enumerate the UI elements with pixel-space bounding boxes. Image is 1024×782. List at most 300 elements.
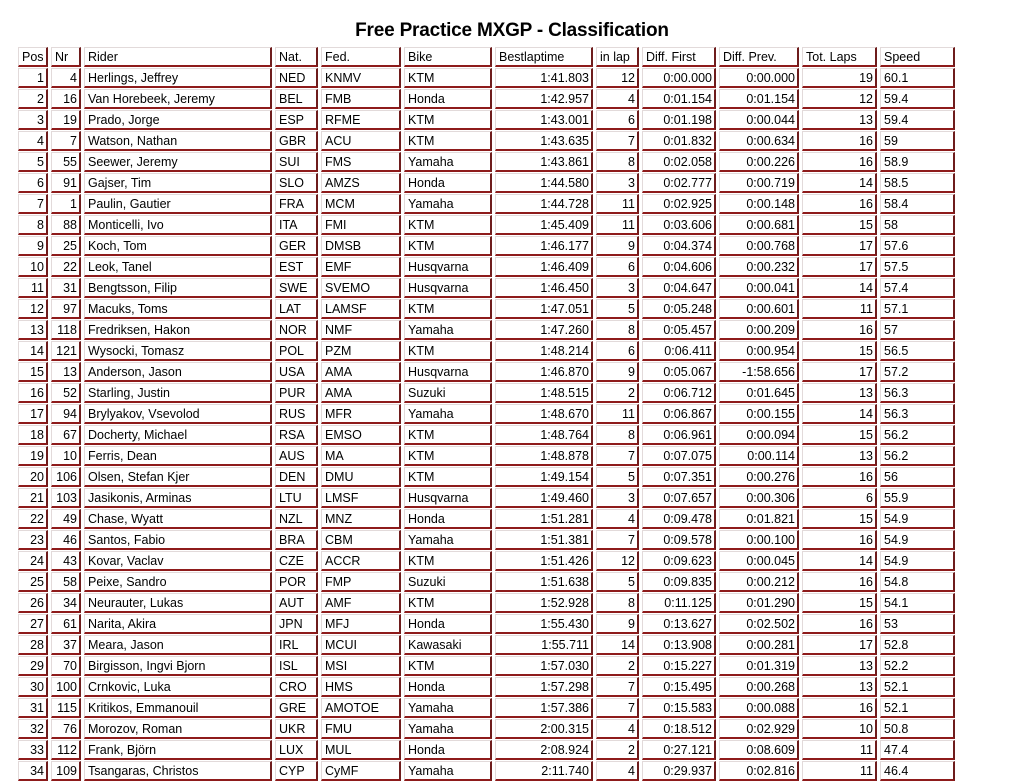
- table-row: [18, 110, 955, 130]
- cell-bestlaptime: 1:52.928: [495, 593, 593, 613]
- cell-nr: 7: [51, 131, 81, 151]
- column-header-in-lap: in lap: [596, 47, 639, 67]
- cell-nr: 46: [51, 530, 81, 550]
- cell-tot-laps: 14: [802, 551, 877, 571]
- cell-bike: Yamaha: [404, 404, 492, 424]
- cell-fed: MSI: [321, 656, 401, 676]
- cell-rider: Kovar, Vaclav: [84, 551, 272, 571]
- cell-nr: 70: [51, 656, 81, 676]
- cell-diff-prev: 0:00.045: [719, 551, 799, 571]
- cell-fed: AMF: [321, 593, 401, 613]
- cell-diff-first: 0:09.835: [642, 572, 716, 592]
- cell-speed: 54.9: [880, 551, 955, 571]
- cell-fed: AMZS: [321, 173, 401, 193]
- table-row: [18, 488, 955, 508]
- cell-tot-laps: 17: [802, 236, 877, 256]
- cell-in-lap: 2: [596, 740, 639, 760]
- cell-speed: 52.1: [880, 698, 955, 718]
- cell-nat: ITA: [275, 215, 318, 235]
- cell-diff-prev: 0:00.209: [719, 320, 799, 340]
- cell-diff-first: 0:07.657: [642, 488, 716, 508]
- cell-bestlaptime: 1:47.051: [495, 299, 593, 319]
- cell-nr: 106: [51, 467, 81, 487]
- cell-diff-first: 0:01.154: [642, 89, 716, 109]
- cell-diff-first: 0:05.457: [642, 320, 716, 340]
- cell-nat: LAT: [275, 299, 318, 319]
- cell-in-lap: 4: [596, 89, 639, 109]
- cell-bike: Honda: [404, 677, 492, 697]
- cell-diff-prev: 0:00.000: [719, 68, 799, 88]
- cell-rider: Herlings, Jeffrey: [84, 68, 272, 88]
- cell-tot-laps: 10: [802, 719, 877, 739]
- table-row: [18, 341, 955, 361]
- cell-fed: FMS: [321, 152, 401, 172]
- cell-fed: MA: [321, 446, 401, 466]
- cell-pos: 30: [18, 677, 48, 697]
- cell-diff-first: 0:05.067: [642, 362, 716, 382]
- cell-tot-laps: 13: [802, 656, 877, 676]
- cell-rider: Narita, Akira: [84, 614, 272, 634]
- cell-tot-laps: 15: [802, 425, 877, 445]
- cell-pos: 26: [18, 593, 48, 613]
- cell-diff-prev: -1:58.656: [719, 362, 799, 382]
- cell-tot-laps: 16: [802, 131, 877, 151]
- cell-nr: 67: [51, 425, 81, 445]
- cell-pos: 2: [18, 89, 48, 109]
- cell-in-lap: 7: [596, 677, 639, 697]
- cell-diff-prev: 0:00.100: [719, 530, 799, 550]
- cell-nat: PUR: [275, 383, 318, 403]
- cell-pos: 15: [18, 362, 48, 382]
- cell-nat: AUS: [275, 446, 318, 466]
- cell-diff-prev: 0:00.681: [719, 215, 799, 235]
- column-header-diff-prev: Diff. Prev.: [719, 47, 799, 67]
- cell-in-lap: 11: [596, 194, 639, 214]
- cell-pos: 29: [18, 656, 48, 676]
- cell-pos: 22: [18, 509, 48, 529]
- cell-speed: 54.9: [880, 509, 955, 529]
- table-row: [18, 635, 955, 655]
- cell-in-lap: 9: [596, 236, 639, 256]
- cell-diff-first: 0:02.777: [642, 173, 716, 193]
- cell-tot-laps: 15: [802, 215, 877, 235]
- cell-nr: 52: [51, 383, 81, 403]
- cell-in-lap: 12: [596, 68, 639, 88]
- cell-in-lap: 3: [596, 488, 639, 508]
- column-header-diff-first: Diff. First: [642, 47, 716, 67]
- cell-bike: KTM: [404, 341, 492, 361]
- cell-in-lap: 9: [596, 614, 639, 634]
- cell-rider: Anderson, Jason: [84, 362, 272, 382]
- cell-pos: 9: [18, 236, 48, 256]
- cell-speed: 57.1: [880, 299, 955, 319]
- cell-in-lap: 7: [596, 698, 639, 718]
- cell-nat: ESP: [275, 110, 318, 130]
- cell-nat: FRA: [275, 194, 318, 214]
- cell-speed: 55.9: [880, 488, 955, 508]
- cell-tot-laps: 16: [802, 698, 877, 718]
- cell-fed: SVEMO: [321, 278, 401, 298]
- cell-nr: 91: [51, 173, 81, 193]
- cell-diff-first: 0:03.606: [642, 215, 716, 235]
- cell-bike: Yamaha: [404, 698, 492, 718]
- cell-speed: 46.4: [880, 761, 955, 781]
- cell-nat: POL: [275, 341, 318, 361]
- table-row: [18, 719, 955, 739]
- cell-rider: Brylyakov, Vsevolod: [84, 404, 272, 424]
- table-row: [18, 425, 955, 445]
- column-header-nr: Nr: [51, 47, 81, 67]
- cell-rider: Van Horebeek, Jeremy: [84, 89, 272, 109]
- cell-speed: 59.4: [880, 110, 955, 130]
- cell-nat: GRE: [275, 698, 318, 718]
- cell-nr: 61: [51, 614, 81, 634]
- cell-rider: Bengtsson, Filip: [84, 278, 272, 298]
- cell-nat: CYP: [275, 761, 318, 781]
- cell-nr: 43: [51, 551, 81, 571]
- cell-in-lap: 4: [596, 719, 639, 739]
- cell-pos: 24: [18, 551, 48, 571]
- table-row: [18, 572, 955, 592]
- cell-diff-first: 0:04.606: [642, 257, 716, 277]
- cell-pos: 17: [18, 404, 48, 424]
- cell-nr: 109: [51, 761, 81, 781]
- cell-pos: 4: [18, 131, 48, 151]
- cell-nr: 94: [51, 404, 81, 424]
- cell-tot-laps: 6: [802, 488, 877, 508]
- cell-in-lap: 2: [596, 656, 639, 676]
- cell-rider: Jasikonis, Arminas: [84, 488, 272, 508]
- column-header-tot-laps: Tot. Laps: [802, 47, 877, 67]
- cell-nr: 121: [51, 341, 81, 361]
- cell-diff-prev: 0:01.821: [719, 509, 799, 529]
- cell-rider: Kritikos, Emmanouil: [84, 698, 272, 718]
- cell-speed: 58.9: [880, 152, 955, 172]
- cell-diff-prev: 0:01.645: [719, 383, 799, 403]
- cell-diff-prev: 0:01.154: [719, 89, 799, 109]
- cell-diff-first: 0:09.478: [642, 509, 716, 529]
- cell-nat: GBR: [275, 131, 318, 151]
- cell-diff-prev: 0:00.232: [719, 257, 799, 277]
- cell-bestlaptime: 2:11.740: [495, 761, 593, 781]
- cell-speed: 57.5: [880, 257, 955, 277]
- cell-fed: RFME: [321, 110, 401, 130]
- cell-bike: Husqvarna: [404, 362, 492, 382]
- cell-nat: BEL: [275, 89, 318, 109]
- cell-bestlaptime: 1:43.635: [495, 131, 593, 151]
- cell-diff-prev: 0:00.148: [719, 194, 799, 214]
- cell-bike: KTM: [404, 68, 492, 88]
- cell-pos: 8: [18, 215, 48, 235]
- cell-bike: Husqvarna: [404, 488, 492, 508]
- cell-tot-laps: 16: [802, 152, 877, 172]
- cell-nr: 16: [51, 89, 81, 109]
- cell-fed: MNZ: [321, 509, 401, 529]
- cell-speed: 53: [880, 614, 955, 634]
- cell-in-lap: 7: [596, 131, 639, 151]
- cell-nat: SLO: [275, 173, 318, 193]
- cell-nr: 115: [51, 698, 81, 718]
- cell-diff-prev: 0:00.954: [719, 341, 799, 361]
- column-header-rider: Rider: [84, 47, 272, 67]
- cell-rider: Starling, Justin: [84, 383, 272, 403]
- cell-bike: KTM: [404, 110, 492, 130]
- cell-nat: NOR: [275, 320, 318, 340]
- cell-nr: 31: [51, 278, 81, 298]
- cell-tot-laps: 14: [802, 404, 877, 424]
- cell-pos: 28: [18, 635, 48, 655]
- cell-pos: 10: [18, 257, 48, 277]
- cell-fed: FMU: [321, 719, 401, 739]
- cell-fed: ACCR: [321, 551, 401, 571]
- cell-bestlaptime: 1:51.638: [495, 572, 593, 592]
- cell-pos: 1: [18, 68, 48, 88]
- cell-fed: KNMV: [321, 68, 401, 88]
- table-row: [18, 89, 955, 109]
- table-row: [18, 740, 955, 760]
- cell-bike: Yamaha: [404, 719, 492, 739]
- cell-pos: 31: [18, 698, 48, 718]
- cell-tot-laps: 13: [802, 446, 877, 466]
- cell-nat: LUX: [275, 740, 318, 760]
- cell-bike: KTM: [404, 215, 492, 235]
- cell-diff-prev: 0:00.114: [719, 446, 799, 466]
- cell-bike: Honda: [404, 614, 492, 634]
- cell-bestlaptime: 1:46.450: [495, 278, 593, 298]
- cell-diff-first: 0:07.351: [642, 467, 716, 487]
- cell-rider: Birgisson, Ingvi Bjorn: [84, 656, 272, 676]
- cell-diff-first: 0:05.248: [642, 299, 716, 319]
- cell-nr: 103: [51, 488, 81, 508]
- cell-fed: DMSB: [321, 236, 401, 256]
- table-row: [18, 320, 955, 340]
- cell-diff-prev: 0:00.268: [719, 677, 799, 697]
- cell-nat: LTU: [275, 488, 318, 508]
- cell-diff-first: 0:01.832: [642, 131, 716, 151]
- cell-bike: KTM: [404, 593, 492, 613]
- cell-bike: Yamaha: [404, 530, 492, 550]
- cell-fed: CBM: [321, 530, 401, 550]
- cell-in-lap: 4: [596, 761, 639, 781]
- table-row: [18, 467, 955, 487]
- cell-fed: AMA: [321, 383, 401, 403]
- cell-nat: GER: [275, 236, 318, 256]
- table-row: [18, 593, 955, 613]
- cell-bike: Kawasaki: [404, 635, 492, 655]
- cell-speed: 54.9: [880, 530, 955, 550]
- cell-speed: 59.4: [880, 89, 955, 109]
- cell-tot-laps: 16: [802, 530, 877, 550]
- cell-rider: Docherty, Michael: [84, 425, 272, 445]
- cell-diff-prev: 0:00.306: [719, 488, 799, 508]
- cell-diff-prev: 0:01.319: [719, 656, 799, 676]
- cell-diff-first: 0:06.712: [642, 383, 716, 403]
- cell-diff-prev: 0:02.929: [719, 719, 799, 739]
- cell-pos: 32: [18, 719, 48, 739]
- cell-nr: 118: [51, 320, 81, 340]
- cell-bestlaptime: 1:48.214: [495, 341, 593, 361]
- cell-tot-laps: 19: [802, 68, 877, 88]
- cell-fed: MFJ: [321, 614, 401, 634]
- cell-tot-laps: 16: [802, 614, 877, 634]
- cell-fed: AMA: [321, 362, 401, 382]
- cell-diff-first: 0:15.495: [642, 677, 716, 697]
- table-row: [18, 194, 955, 214]
- cell-nat: EST: [275, 257, 318, 277]
- cell-pos: 25: [18, 572, 48, 592]
- cell-bestlaptime: 1:51.281: [495, 509, 593, 529]
- table-row: [18, 509, 955, 529]
- table-row: [18, 677, 955, 697]
- table-row: [18, 383, 955, 403]
- cell-bestlaptime: 1:47.260: [495, 320, 593, 340]
- cell-tot-laps: 11: [802, 299, 877, 319]
- cell-bike: Suzuki: [404, 383, 492, 403]
- column-header-speed: Speed: [880, 47, 955, 67]
- cell-fed: EMF: [321, 257, 401, 277]
- cell-bestlaptime: 1:48.515: [495, 383, 593, 403]
- cell-diff-first: 0:06.411: [642, 341, 716, 361]
- cell-speed: 54.1: [880, 593, 955, 613]
- table-row: [18, 614, 955, 634]
- cell-tot-laps: 13: [802, 383, 877, 403]
- cell-speed: 57: [880, 320, 955, 340]
- table-row: [18, 404, 955, 424]
- table-row: [18, 698, 955, 718]
- cell-nat: BRA: [275, 530, 318, 550]
- cell-in-lap: 9: [596, 362, 639, 382]
- cell-diff-prev: 0:00.634: [719, 131, 799, 151]
- cell-nr: 25: [51, 236, 81, 256]
- cell-rider: Monticelli, Ivo: [84, 215, 272, 235]
- cell-nr: 55: [51, 152, 81, 172]
- cell-bike: Suzuki: [404, 572, 492, 592]
- cell-bestlaptime: 2:08.924: [495, 740, 593, 760]
- cell-tot-laps: 17: [802, 635, 877, 655]
- table-row: [18, 173, 955, 193]
- cell-in-lap: 3: [596, 278, 639, 298]
- cell-tot-laps: 14: [802, 173, 877, 193]
- cell-nr: 49: [51, 509, 81, 529]
- cell-bestlaptime: 1:55.711: [495, 635, 593, 655]
- cell-fed: EMSO: [321, 425, 401, 445]
- cell-fed: MCM: [321, 194, 401, 214]
- cell-rider: Paulin, Gautier: [84, 194, 272, 214]
- cell-tot-laps: 16: [802, 320, 877, 340]
- cell-speed: 58.4: [880, 194, 955, 214]
- cell-pos: 21: [18, 488, 48, 508]
- table-row: [18, 551, 955, 571]
- cell-nr: 34: [51, 593, 81, 613]
- cell-bestlaptime: 1:57.030: [495, 656, 593, 676]
- cell-bike: KTM: [404, 299, 492, 319]
- cell-in-lap: 8: [596, 425, 639, 445]
- cell-diff-prev: 0:00.281: [719, 635, 799, 655]
- cell-speed: 60.1: [880, 68, 955, 88]
- cell-speed: 50.8: [880, 719, 955, 739]
- cell-bestlaptime: 1:43.001: [495, 110, 593, 130]
- cell-speed: 58.5: [880, 173, 955, 193]
- cell-diff-first: 0:09.623: [642, 551, 716, 571]
- column-header-fed: Fed.: [321, 47, 401, 67]
- cell-diff-prev: 0:08.609: [719, 740, 799, 760]
- cell-diff-first: 0:15.583: [642, 698, 716, 718]
- table-row: [18, 446, 955, 466]
- cell-speed: 52.2: [880, 656, 955, 676]
- cell-bestlaptime: 1:44.728: [495, 194, 593, 214]
- cell-diff-prev: 0:00.601: [719, 299, 799, 319]
- cell-tot-laps: 17: [802, 257, 877, 277]
- cell-nat: JPN: [275, 614, 318, 634]
- cell-speed: 57.4: [880, 278, 955, 298]
- table-row: [18, 761, 955, 781]
- cell-nr: 19: [51, 110, 81, 130]
- cell-rider: Frank, Björn: [84, 740, 272, 760]
- cell-fed: DMU: [321, 467, 401, 487]
- table-row: [18, 299, 955, 319]
- cell-pos: 34: [18, 761, 48, 781]
- table-row: [18, 236, 955, 256]
- cell-nat: NED: [275, 68, 318, 88]
- cell-bike: KTM: [404, 425, 492, 445]
- cell-bestlaptime: 1:46.870: [495, 362, 593, 382]
- cell-bike: Honda: [404, 740, 492, 760]
- cell-bestlaptime: 1:48.764: [495, 425, 593, 445]
- cell-diff-prev: 0:00.226: [719, 152, 799, 172]
- cell-pos: 18: [18, 425, 48, 445]
- cell-bike: Honda: [404, 173, 492, 193]
- cell-nat: IRL: [275, 635, 318, 655]
- cell-in-lap: 8: [596, 152, 639, 172]
- cell-rider: Seewer, Jeremy: [84, 152, 272, 172]
- cell-bestlaptime: 2:00.315: [495, 719, 593, 739]
- cell-bestlaptime: 1:49.460: [495, 488, 593, 508]
- cell-speed: 56: [880, 467, 955, 487]
- cell-tot-laps: 11: [802, 761, 877, 781]
- cell-diff-first: 0:13.627: [642, 614, 716, 634]
- cell-rider: Morozov, Roman: [84, 719, 272, 739]
- cell-diff-first: 0:00.000: [642, 68, 716, 88]
- cell-tot-laps: 13: [802, 110, 877, 130]
- page-title: Free Practice MXGP - Classification: [355, 20, 669, 41]
- classification-table: [15, 46, 958, 782]
- cell-nat: CZE: [275, 551, 318, 571]
- cell-rider: Meara, Jason: [84, 635, 272, 655]
- cell-nr: 88: [51, 215, 81, 235]
- cell-nat: POR: [275, 572, 318, 592]
- cell-nat: USA: [275, 362, 318, 382]
- cell-diff-first: 0:18.512: [642, 719, 716, 739]
- cell-fed: FMB: [321, 89, 401, 109]
- cell-fed: MCUI: [321, 635, 401, 655]
- cell-bestlaptime: 1:43.861: [495, 152, 593, 172]
- cell-fed: CyMF: [321, 761, 401, 781]
- cell-tot-laps: 15: [802, 593, 877, 613]
- cell-bike: Honda: [404, 509, 492, 529]
- cell-diff-first: 0:02.058: [642, 152, 716, 172]
- cell-in-lap: 6: [596, 110, 639, 130]
- cell-rider: Santos, Fabio: [84, 530, 272, 550]
- cell-bestlaptime: 1:57.298: [495, 677, 593, 697]
- cell-rider: Ferris, Dean: [84, 446, 272, 466]
- cell-in-lap: 14: [596, 635, 639, 655]
- column-header-nat: Nat.: [275, 47, 318, 67]
- cell-nr: 10: [51, 446, 81, 466]
- cell-diff-prev: 0:00.212: [719, 572, 799, 592]
- cell-pos: 13: [18, 320, 48, 340]
- cell-fed: AMOTOE: [321, 698, 401, 718]
- cell-diff-prev: 0:02.816: [719, 761, 799, 781]
